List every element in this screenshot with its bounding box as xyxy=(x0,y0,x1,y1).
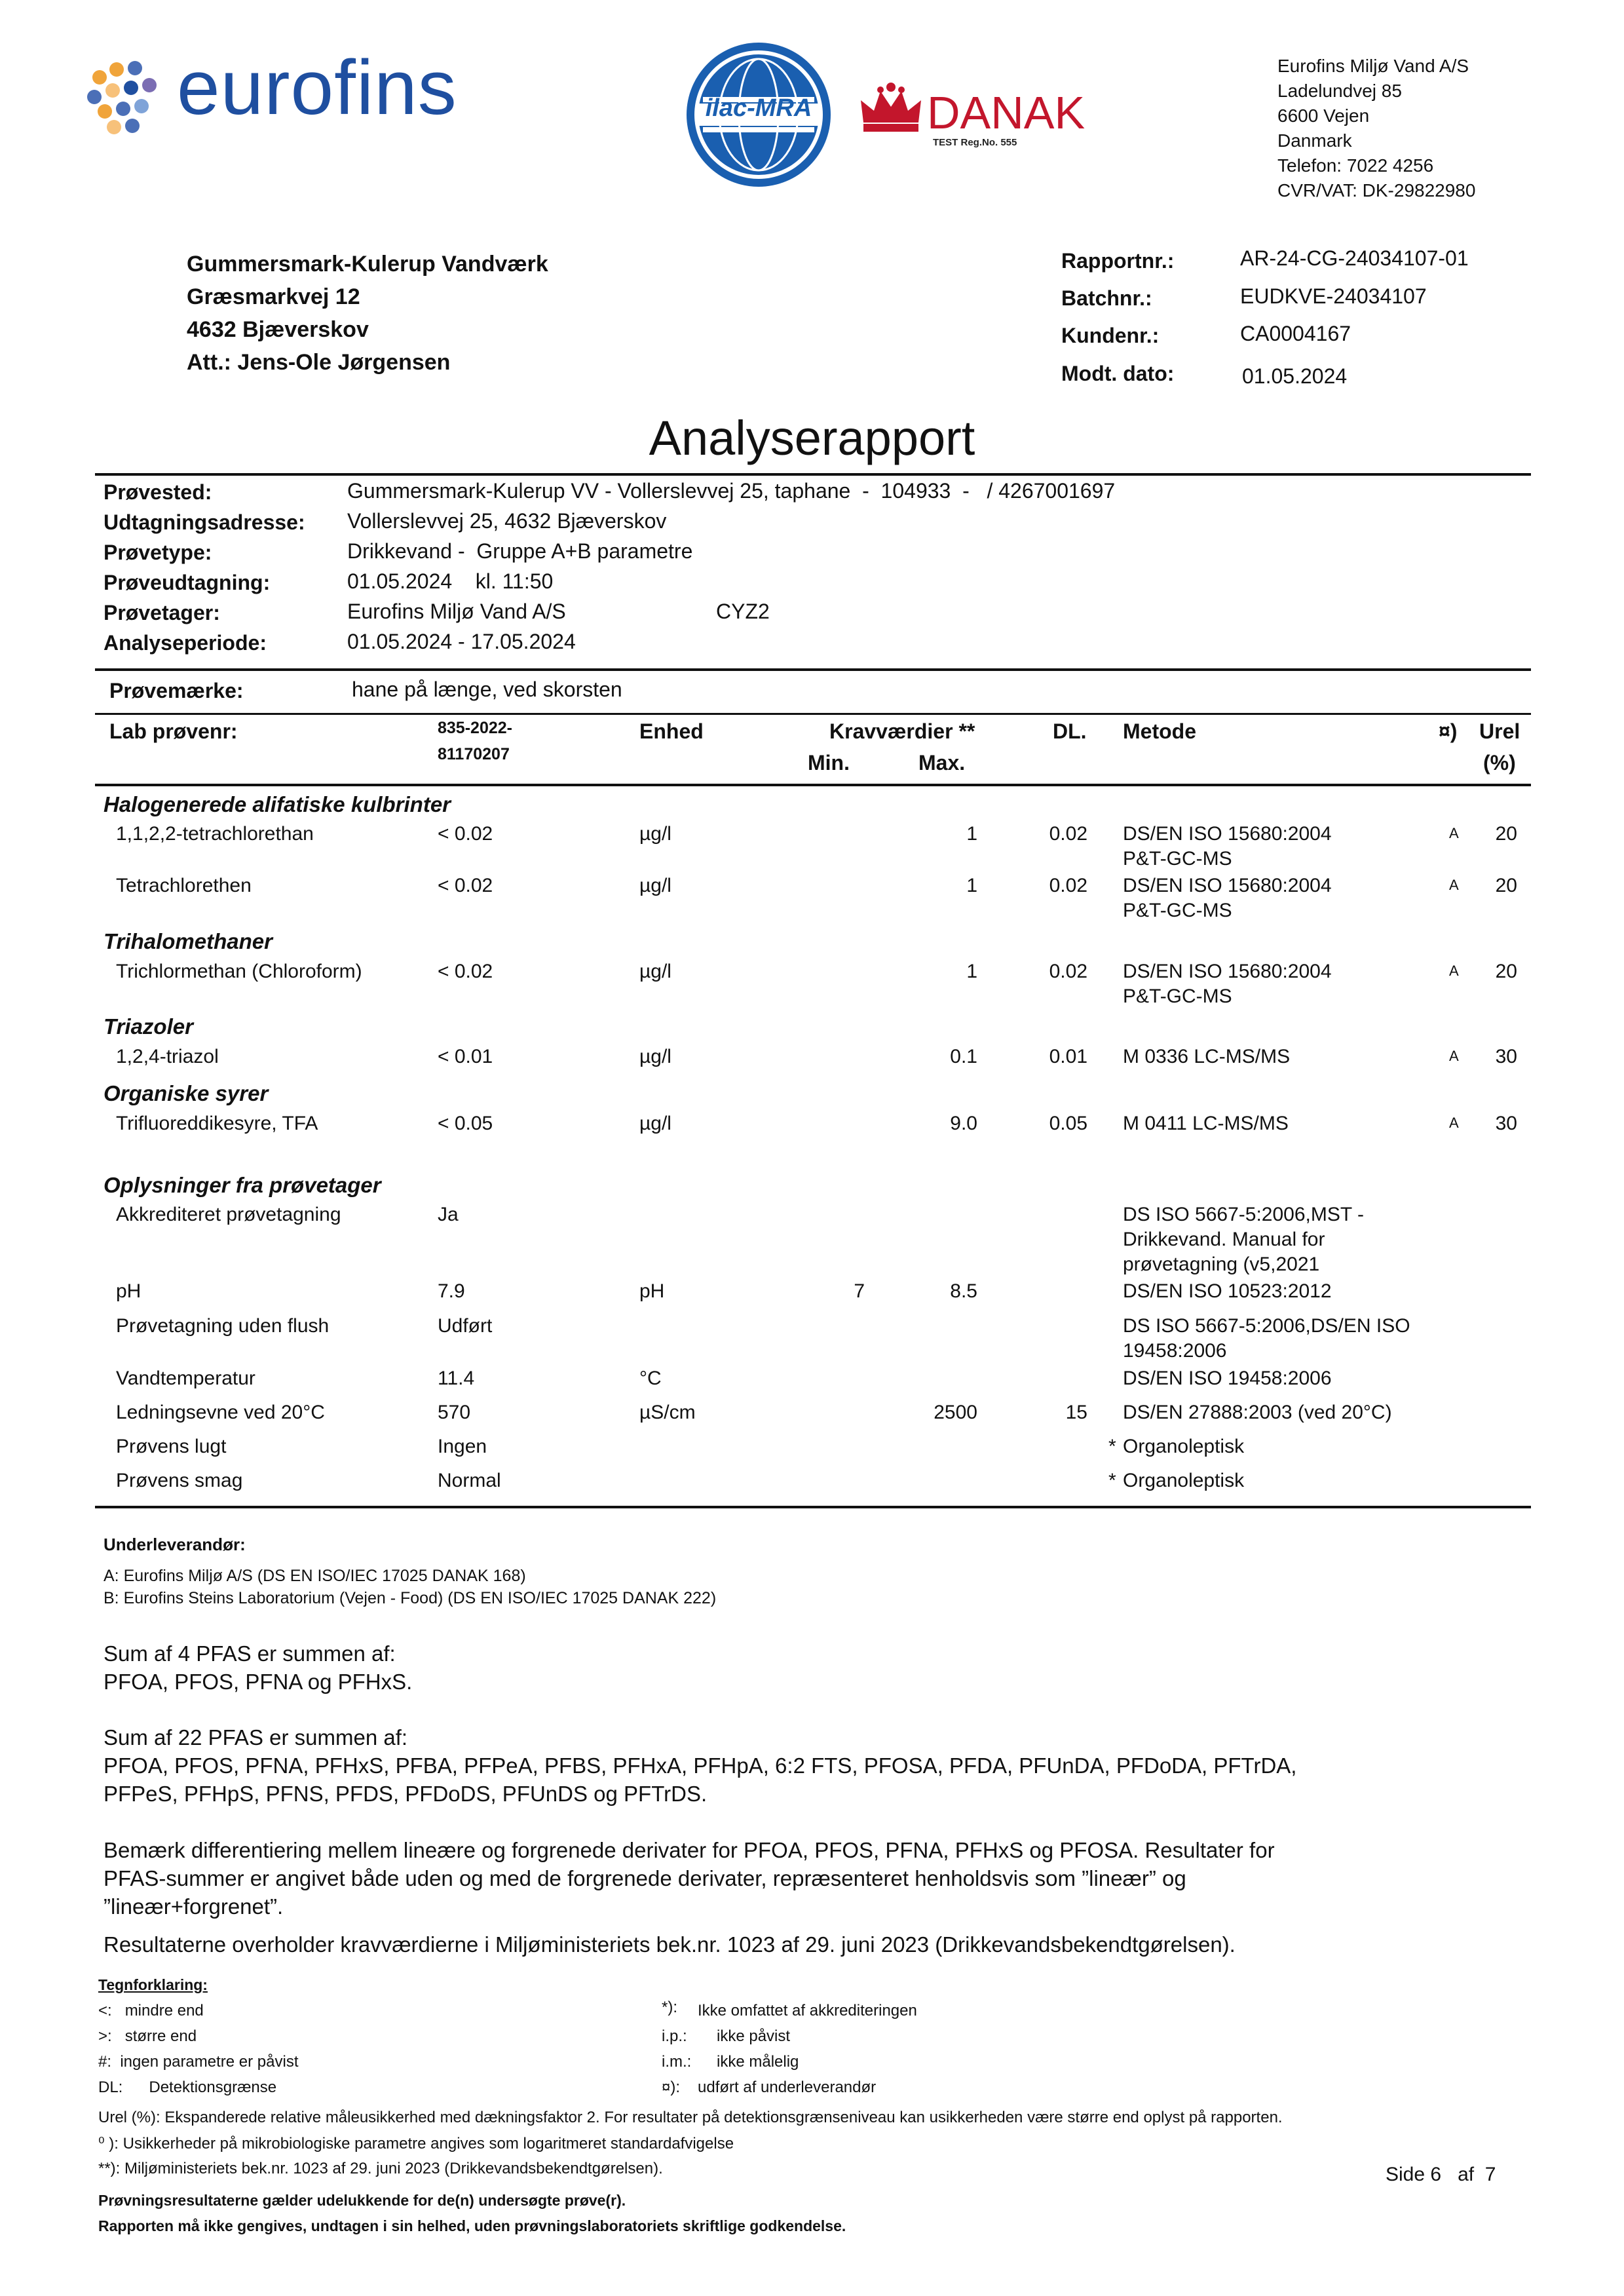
parameter-name: pH xyxy=(116,1280,142,1302)
method-value: DS/EN 27888:2003 (ved 20°C) xyxy=(1123,1402,1392,1423)
not-accredited-mark: * xyxy=(1108,1436,1116,1457)
min-header: Min. xyxy=(808,751,850,775)
eurofins-wordmark: eurofins xyxy=(177,45,457,131)
sample-mark-label: Prøvemærke: xyxy=(109,679,244,702)
branching-line: PFAS-summer er angivet både uden og med de forgrenede derivater, repræsenteret henholdsvis som ”lineær” og xyxy=(104,1866,1186,1890)
parameter-name: Prøvens smag xyxy=(116,1470,243,1491)
customer-line: Gummersmark-Kulerup Vandværk xyxy=(187,252,548,277)
result-value: 7.9 xyxy=(438,1280,465,1302)
result-value: < 0.01 xyxy=(438,1046,493,1067)
max-value: 9.0 xyxy=(950,1113,977,1134)
sample-number-2: 81170207 xyxy=(438,745,510,763)
divider xyxy=(95,473,1531,476)
unit-header: Enhed xyxy=(639,719,704,743)
unit-value: µg/l xyxy=(639,823,671,845)
branching-line: ”lineær+forgrenet”. xyxy=(104,1894,284,1919)
analysis-period-label: Analyseperiode: xyxy=(104,631,267,655)
report-number-label: Rapportnr.: xyxy=(1061,249,1175,273)
parameter-name: 1,1,2,2-tetrachlorethan xyxy=(116,823,314,845)
result-value: 11.4 xyxy=(438,1368,475,1389)
customer-line: Græsmarkvej 12 xyxy=(187,284,360,309)
subcontract-flag: A xyxy=(1449,877,1459,893)
pfas22-note xyxy=(104,1723,1512,1808)
sample-site-value: Gummersmark-Kulerup VV - Vollerslevvej 25, taphane - 104933 - / 4267001697 xyxy=(347,479,1116,503)
lab-address-line: Danmark xyxy=(1277,130,1352,151)
method-header: Metode xyxy=(1123,719,1196,743)
method-value: DS/EN ISO 15680:2004 xyxy=(1123,875,1332,896)
category-heading: Triazoler xyxy=(104,1014,193,1039)
crown-icon xyxy=(857,82,926,138)
legend-item: <: mindre end xyxy=(98,2002,204,2019)
sample-type-value: Drikkevand - Gruppe A+B parametre xyxy=(347,539,693,563)
result-value: < 0.05 xyxy=(438,1113,493,1134)
danak-wordmark: DANAK xyxy=(927,87,1086,138)
customer-address xyxy=(187,248,776,379)
footer-validity: Prøvningsresultaterne gælder udelukkende for de(n) undersøgte prøve(r). xyxy=(98,2192,626,2209)
method-value: Organoleptisk xyxy=(1123,1436,1245,1457)
sampling-address-label: Udtagningsadresse: xyxy=(104,510,305,534)
legend-key: i.p.: xyxy=(662,2027,687,2045)
legend-item: #: ingen parametre er påvist xyxy=(98,2053,299,2071)
limit-values-header: Kravværdier ** xyxy=(829,719,975,743)
method-value-line2: P&T-GC-MS xyxy=(1123,985,1232,1007)
sampler-code: CYZ2 xyxy=(716,600,770,623)
legend-desc: Ikke omfattet af akkrediteringen xyxy=(698,2002,917,2019)
parameter-name: Trifluoreddikesyre, TFA xyxy=(116,1113,318,1134)
eurofins-dots-icon xyxy=(85,58,170,136)
method-value-line2: 19458:2006 xyxy=(1123,1340,1227,1362)
sampling-address-value: Vollerslevvej 25, 4632 Bjæverskov xyxy=(347,509,667,533)
lab-address-line: Eurofins Miljø Vand A/S xyxy=(1277,56,1469,76)
pfas22-list-cont: PFPeS, PFHpS, PFNS, PFDS, PFDoDS, PFUnDS og PFTrDS. xyxy=(104,1782,708,1806)
parameter-name: Prøvetagning uden flush xyxy=(116,1315,330,1337)
min-value: 7 xyxy=(854,1280,865,1302)
unit-value: °C xyxy=(639,1368,662,1389)
lab-address-line: CVR/VAT: DK-29822980 xyxy=(1277,180,1476,201)
method-value: M 0411 LC-MS/MS xyxy=(1123,1113,1289,1134)
unit-value: µS/cm xyxy=(639,1402,696,1423)
customer-number-value: CA0004167 xyxy=(1240,322,1351,345)
sampler-label: Prøvetager: xyxy=(104,601,220,624)
parameter-name: Tetrachlorethen xyxy=(116,875,252,896)
method-value-line2: P&T-GC-MS xyxy=(1123,900,1232,921)
pfas4-title: Sum af 4 PFAS er summen af: xyxy=(104,1641,396,1666)
legend-item: DL: Detektionsgrænse xyxy=(98,2078,277,2096)
sample-number-1: 835-2022- xyxy=(438,719,512,737)
unit-value: µg/l xyxy=(639,961,671,982)
parameter-name: Akkrediteret prøvetagning xyxy=(116,1204,341,1225)
urel-value: 20 xyxy=(1495,961,1517,982)
danak-registration: TEST Reg.No. 555 xyxy=(933,137,1017,148)
method-value-line3: prøvetagning (v5,2021 xyxy=(1123,1253,1320,1275)
result-value: Udført xyxy=(438,1315,493,1337)
max-value: 1 xyxy=(966,961,977,982)
legend-key: ¤): xyxy=(662,2078,681,2096)
method-value: DS/EN ISO 10523:2012 xyxy=(1123,1280,1332,1302)
dl-value: 15 xyxy=(1065,1402,1087,1423)
danak-crown xyxy=(857,82,926,138)
sampler-value: Eurofins Miljø Vand A/S xyxy=(347,600,566,623)
unit-value: pH xyxy=(639,1280,665,1302)
lab-address-line: Ladelundvej 85 xyxy=(1277,81,1402,101)
max-value: 8.5 xyxy=(950,1280,977,1302)
branching-line: Bemærk differentiering mellem lineære og forgrenede derivater for PFOA, PFOS, PFNA, PFHxS og PFOSA. Resultater for xyxy=(104,1838,1275,1862)
category-heading: Halogenerede alifatiske kulbrinter xyxy=(104,792,451,816)
dl-value: 0.02 xyxy=(1049,875,1087,896)
method-value-line2: Drikkevand. Manual for xyxy=(1123,1229,1325,1250)
batch-number-value: EUDKVE-24034107 xyxy=(1240,284,1427,308)
legend-key: i.m.: xyxy=(662,2053,692,2071)
urel-value: 20 xyxy=(1495,823,1517,845)
urel-value: 30 xyxy=(1495,1113,1517,1134)
lab-address-line: 6600 Vejen xyxy=(1277,105,1370,126)
method-value-line2: P&T-GC-MS xyxy=(1123,848,1232,870)
max-header: Max. xyxy=(918,751,966,775)
pfas22-title: Sum af 22 PFAS er summen af: xyxy=(104,1725,408,1750)
result-value: 570 xyxy=(438,1402,471,1423)
subcontract-flag-header: ¤) xyxy=(1439,719,1458,743)
lab-address xyxy=(1277,54,1592,203)
urel-value: 20 xyxy=(1495,875,1517,896)
parameter-name: Prøvens lugt xyxy=(116,1436,227,1457)
sampling-time-value: 01.05.2024 kl. 11:50 xyxy=(347,569,554,593)
not-accredited-mark: * xyxy=(1108,1470,1116,1491)
result-value: < 0.02 xyxy=(438,823,493,845)
sample-mark-value: hane på længe, ved skorsten xyxy=(352,678,622,701)
page-number: Side 6 af 7 xyxy=(1386,2164,1496,2185)
legend-desc: ikke påvist xyxy=(717,2027,791,2045)
subcontract-flag: A xyxy=(1449,825,1459,841)
divider xyxy=(95,1506,1531,1508)
unit-value: µg/l xyxy=(639,1046,671,1067)
legend-desc: ikke målelig xyxy=(717,2053,799,2071)
received-date-label: Modt. dato: xyxy=(1061,362,1175,385)
result-value: Normal xyxy=(438,1470,501,1491)
result-value: Ingen xyxy=(438,1436,487,1457)
method-value: DS/EN ISO 15680:2004 xyxy=(1123,961,1332,982)
divider xyxy=(95,713,1531,715)
urel-header: Urel xyxy=(1479,719,1520,743)
customer-line: Att.: Jens-Ole Jørgensen xyxy=(187,350,451,375)
sampling-time-label: Prøveudtagning: xyxy=(104,571,271,594)
pfas4-list: PFOA, PFOS, PFNA og PFHxS. xyxy=(104,1670,413,1694)
result-value: Ja xyxy=(438,1204,459,1225)
method-value: Organoleptisk xyxy=(1123,1470,1245,1491)
parameter-name: Vandtemperatur xyxy=(116,1368,255,1389)
result-value: < 0.02 xyxy=(438,961,493,982)
footer-reproduction: Rapporten må ikke gengives, undtagen i sin helhed, uden prøvningslaboratoriets skriftlige godkendelse. xyxy=(98,2217,846,2234)
customer-line: 4632 Bjæverskov xyxy=(187,317,369,342)
analysis-period-value: 01.05.2024 - 17.05.2024 xyxy=(347,630,576,653)
subcontractor-title: Underleverandør: xyxy=(104,1535,246,1554)
parameter-name: Ledningsevne ved 20°C xyxy=(116,1402,325,1423)
subcontract-flag: A xyxy=(1449,1115,1459,1131)
sample-type-label: Prøvetype: xyxy=(104,541,212,564)
legend-title: Tegnforklaring: xyxy=(98,1976,208,1993)
subcontractor-a: A: Eurofins Miljø A/S (DS EN ISO/IEC 17025 DANAK 168) xyxy=(104,1567,526,1585)
lab-sample-label: Lab prøvenr: xyxy=(109,719,238,743)
max-value: 0.1 xyxy=(950,1046,977,1067)
branching-note xyxy=(104,1836,1512,1921)
pfas4-note xyxy=(104,1639,1512,1696)
report-number-value: AR-24-CG-24034107-01 xyxy=(1240,246,1469,270)
lab-address-line: Telefon: 7022 4256 xyxy=(1277,155,1434,176)
parameter-name: 1,2,4-triazol xyxy=(116,1046,219,1067)
method-value: DS ISO 5667-5:2006,MST - xyxy=(1123,1204,1364,1225)
legend-item: >: større end xyxy=(98,2027,197,2045)
page-title: Analyserapport xyxy=(649,411,975,465)
subcontract-flag: A xyxy=(1449,963,1459,979)
max-value: 1 xyxy=(966,875,977,896)
max-value: 2500 xyxy=(934,1402,977,1423)
dl-value: 0.01 xyxy=(1049,1046,1087,1067)
dl-header: DL. xyxy=(1053,719,1087,743)
dl-value: 0.02 xyxy=(1049,961,1087,982)
divider xyxy=(95,784,1531,786)
method-value: M 0336 LC-MS/MS xyxy=(1123,1046,1291,1067)
category-heading: Trihalomethaner xyxy=(104,929,273,953)
received-date-value: 01.05.2024 xyxy=(1242,364,1348,388)
category-heading: Oplysninger fra prøvetager xyxy=(104,1173,381,1197)
unit-value: µg/l xyxy=(639,875,671,896)
customer-number-label: Kundenr.: xyxy=(1061,324,1160,347)
parameter-name: Trichlormethan (Chloroform) xyxy=(116,961,362,982)
method-value: DS/EN ISO 15680:2004 xyxy=(1123,823,1332,845)
legend-key: *): xyxy=(662,1999,677,2016)
subcontractor-b: B: Eurofins Steins Laboratorium (Vejen - Food) (DS EN ISO/IEC 17025 DANAK 222) xyxy=(104,1589,717,1607)
unit-value: µg/l xyxy=(639,1113,671,1134)
urel-value: 30 xyxy=(1495,1046,1517,1067)
pfas22-list: PFOA, PFOS, PFNA, PFHxS, PFBA, PFPeA, PFBS, PFHxA, PFHpA, 6:2 FTS, PFOSA, PFDA, PFUnDA, PFDoDA, PFTrDA, xyxy=(104,1753,1297,1778)
sample-site-label: Prøvested: xyxy=(104,480,212,504)
method-value: DS/EN ISO 19458:2006 xyxy=(1123,1368,1332,1389)
conclusion-note: Resultaterne overholder kravværdierne i Miljøministeriets bek.nr. 1023 af 29. juni 2023 (Drikkevandsbekendtgørelsen). xyxy=(104,1932,1236,1957)
divider xyxy=(95,668,1531,671)
legend-desc: udført af underleverandør xyxy=(698,2078,877,2096)
micro-uncertainty-note: ⁰ ): Usikkerheder på mikrobiologiske parametre angives som logaritmeret standardafvigelse xyxy=(98,2135,734,2152)
ilac-mra-label: ilac-MRA xyxy=(705,94,812,122)
category-heading: Organiske syrer xyxy=(104,1081,269,1105)
urel-explanation: Urel (%): Ekspanderede relative måleusikkerhed med dækningsfaktor 2. For resultater på detektionsgrænseniveau kan usikkerheden være større end oplyst på rapporten. xyxy=(98,2109,1283,2126)
dl-value: 0.05 xyxy=(1049,1113,1087,1134)
batch-number-label: Batchnr.: xyxy=(1061,286,1152,310)
limit-values-note: **): Miljøministeriets bek.nr. 1023 af 29. juni 2023 (Drikkevandsbekendtgørelsen). xyxy=(98,2160,663,2177)
subcontract-flag: A xyxy=(1449,1048,1459,1064)
max-value: 1 xyxy=(966,823,977,845)
urel-unit-header: (%) xyxy=(1483,751,1516,775)
dl-value: 0.02 xyxy=(1049,823,1087,845)
result-value: < 0.02 xyxy=(438,875,493,896)
method-value: DS ISO 5667-5:2006,DS/EN ISO xyxy=(1123,1315,1410,1337)
